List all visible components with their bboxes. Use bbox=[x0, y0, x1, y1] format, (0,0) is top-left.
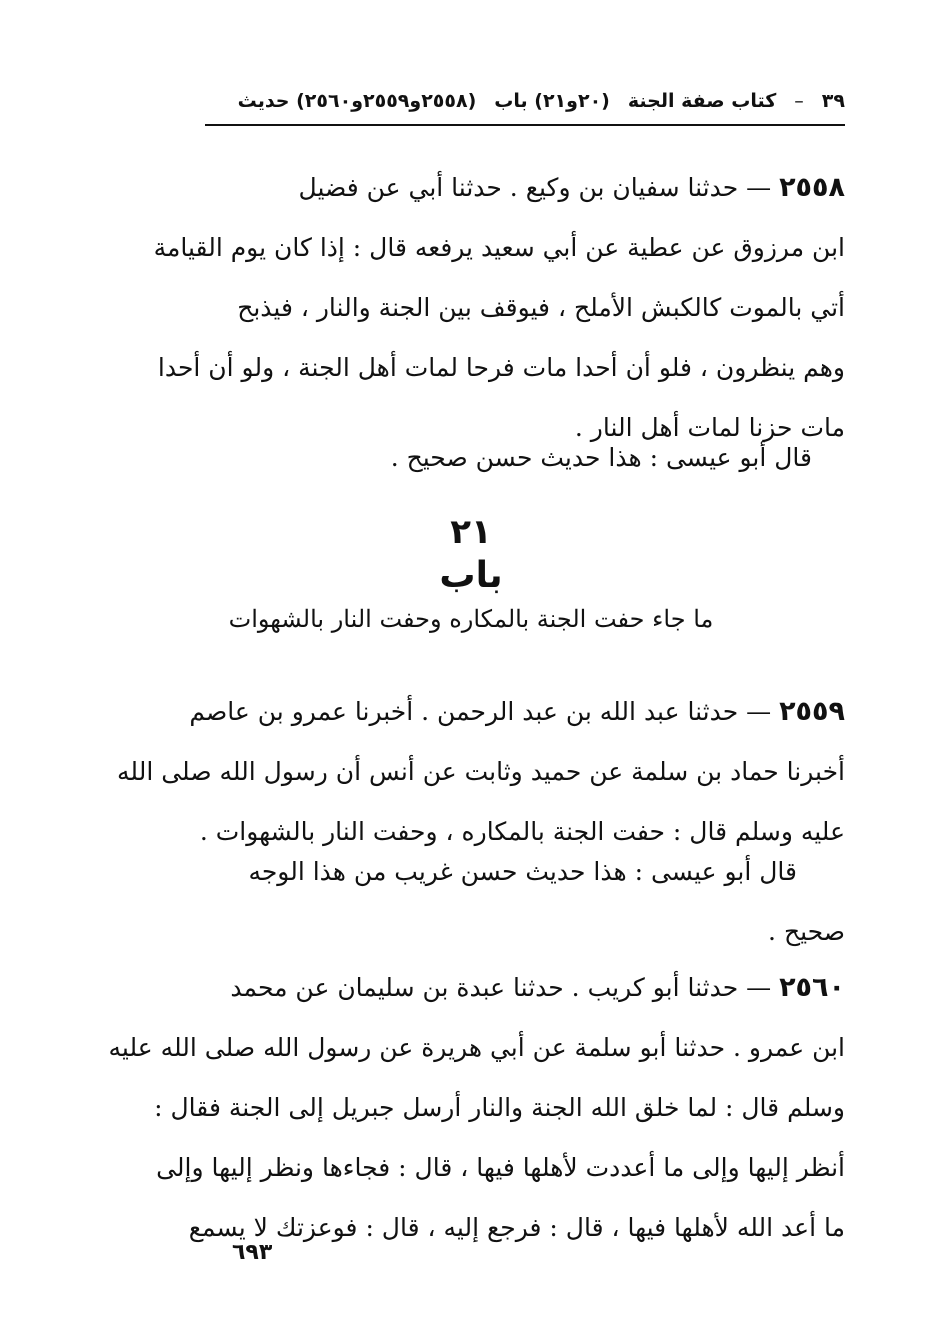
abu-isa-comment: قال أبو عيسى : هذا حديث حسن صحيح . bbox=[390, 443, 812, 472]
chapter-number: ٢١ bbox=[450, 512, 492, 552]
hadith-line: مات حزنا لمات أهل النار . bbox=[574, 413, 845, 442]
comment-line: قال أبو عيسى : هذا حديث حسن غريب من هذا الوجه bbox=[248, 857, 797, 886]
hadith-line: عليه وسلم قال : حفت الجنة بالمكاره ، وحفت النار بالشهوات . bbox=[199, 817, 845, 846]
footer-page-number: ٦٩٣ bbox=[232, 1240, 273, 1265]
hadith-line: ابن مرزوق عن عطية عن أبي سعيد يرفعه قال : إذا كان يوم القيامة bbox=[153, 233, 845, 262]
hadith-line: ابن عمرو . حدثنا أبو سلمة عن أبي هريرة عن رسول الله صلى الله عليه bbox=[108, 1033, 845, 1062]
running-header bbox=[205, 82, 845, 120]
hadith-line: أتي بالموت كالكبش الأملح ، فيوقف بين الجنة والنار ، فيذبح bbox=[237, 293, 845, 322]
chapter-title: ما جاء حفت الجنة بالمكاره وحفت النار بالشهوات bbox=[228, 605, 714, 633]
hadith-2560 bbox=[108, 958, 845, 1258]
hadith-line: ما أعد الله لأهلها فيها ، قال : فرجع إليه ، قال : فوعزتك لا يسمع bbox=[188, 1213, 845, 1242]
hadith-line: وهم ينظرون ، فلو أن أحدا مات فرحا لمات أهل الجنة ، ولو أن أحدا bbox=[157, 353, 845, 382]
hadith-line: ٢٥٥٩ — حدثنا عبد الله بن عبد الرحمن . أخبرنا عمرو بن عاصم bbox=[189, 696, 845, 727]
hadith-number: ٢٥٥٨ bbox=[779, 172, 845, 203]
abu-isa-comment-2559 bbox=[205, 842, 845, 962]
header-chapters: (٢٠و٢١) باب bbox=[494, 90, 610, 112]
header-hadiths: (٢٥٥٨و٢٥٥٩و٢٥٦٠) حديث bbox=[237, 90, 477, 112]
header-rule bbox=[205, 124, 845, 126]
hadith-line: ٢٥٦٠ — حدثنا أبو كريب . حدثنا عبدة بن سليمان عن محمد bbox=[230, 972, 845, 1003]
hadith-line: ٢٥٥٨ — حدثنا سفيان بن وكيع . حدثنا أبي عن فضيل bbox=[298, 172, 845, 203]
hadith-number: ٢٥٦٠ bbox=[779, 972, 845, 1003]
chapter-word: باب bbox=[439, 555, 503, 596]
header-book-title: كتاب صفة الجنة bbox=[627, 90, 777, 112]
hadith-2558 bbox=[153, 158, 845, 458]
comment-line: صحيح . bbox=[768, 917, 845, 946]
header-separator: – bbox=[794, 90, 804, 112]
hadith-number: ٢٥٥٩ bbox=[779, 696, 845, 727]
header-page-number: ٣٩ bbox=[821, 90, 845, 112]
hadith-line: أخبرنا حماد بن سلمة عن حميد وثابت عن أنس أن رسول الله صلى الله bbox=[117, 757, 845, 786]
hadith-line: وسلم قال : لما خلق الله الجنة والنار أرسل جبريل إلى الجنة فقال : bbox=[154, 1093, 845, 1122]
hadith-2559 bbox=[117, 682, 845, 862]
hadith-line: أنظر إليها وإلى ما أعددت لأهلها فيها ، قال : فجاءها ونظر إليها وإلى bbox=[156, 1153, 845, 1182]
